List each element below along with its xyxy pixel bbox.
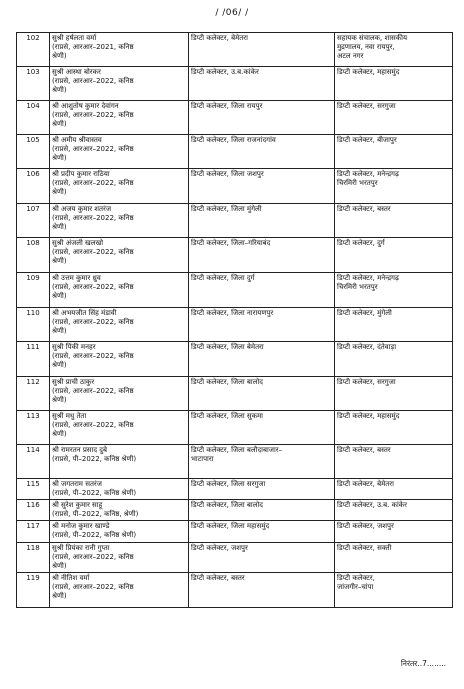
officer-name-cell [50,308,189,342]
current-post-cell-line: डिप्टी कलेक्टर, जिला बालोद [191,378,263,386]
officer-name-cell [50,572,189,607]
current-post-cell [189,238,335,273]
current-post-cell [189,411,335,445]
current-post-cell-line: डिप्टी कलेक्टर, जिला बलौदाबाजार– [191,446,283,454]
officer-name-cell-line: (राप्रसे, आरआर–2022, कनिष्ठ [52,387,134,396]
new-post-cell-line: जांजगीर–चांपा [337,582,374,591]
serial-number: 109 [17,273,50,308]
new-post-cell-line: मुद्रणालय, नवा रायपुर, [337,43,395,52]
officer-name-cell-line: श्रेणी) [52,292,67,301]
current-post-cell-line: डिप्टी कलेक्टर, जिला रायपुर [191,102,263,110]
continued-footer: निरंतर..7........ [400,659,446,668]
current-post-cell-line: डिप्टी कलेक्टर, बेमेतरा [191,34,248,42]
officer-name-cell-line: (राप्रसे, आरआर–2022, कनिष्ठ [52,421,134,430]
officer-name-cell-line: श्रेणी) [52,561,67,570]
officer-name-cell-line: (राप्रसे, आरआर–2022, कनिष्ठ [52,352,134,361]
officer-name-cell-line: (राप्रसे, पी–2022, कनिष्ठ श्रेणी) [52,489,137,498]
current-post-cell-line: डिप्टी कलेक्टर, जिला सरगुजा [191,480,266,488]
officer-name-cell [50,542,189,572]
current-post-cell [189,169,335,204]
new-post-cell [335,67,453,101]
serial-number: 113 [17,411,50,445]
officer-name-cell-line: सुश्री पिंकी मनहर [52,343,96,351]
officer-name-cell-line: श्री मनोज कुमार खाण्डे [52,522,110,531]
serial-number: 114 [17,445,50,479]
new-post-cell [335,521,453,542]
new-post-cell [335,169,453,204]
current-post-cell-line: डिप्टी कलेक्टर, जिला जशपुर [191,170,264,178]
officer-name-cell-line: श्रेणी) [52,257,67,266]
serial-number: 108 [17,238,50,273]
serial-number: 111 [17,342,50,377]
serial-number: 104 [17,101,50,135]
officer-name-cell-line: (राप्रसे, आरआर–2022, कनिष्ठ [52,179,134,188]
officer-name-cell-line: (राप्रसे, आरआर–2022, कनिष्ठ [52,111,134,120]
new-post-cell-line: डिप्टी कलेक्टर, सरगुजा [337,378,396,386]
table-row [17,169,453,204]
table-row [17,342,453,377]
current-post-cell-line: डिप्टी कलेक्टर, जिला राजनांदगांव [191,136,276,144]
officer-name-cell-line: श्री सुरेश कुमार साहू [52,501,103,510]
table-row [17,521,453,542]
new-post-cell [335,377,453,411]
officer-name-cell [50,204,189,238]
new-post-cell [335,33,453,67]
officer-name-cell-line: सुश्री मधु तेता [52,412,87,420]
officer-name-cell-line: श्रेणी) [52,592,67,601]
current-post-cell-line: डिप्टी कलेक्टर, जिला नारायणपुर [191,309,274,317]
table-row [17,204,453,238]
new-post-cell-line: डिप्टी कलेक्टर, मनेन्द्रगढ़ [337,274,399,282]
current-post-cell [189,308,335,342]
current-post-cell [189,101,335,135]
officer-name-cell [50,67,189,101]
new-post-cell-line: डिप्टी कलेक्टर, सक्ती [337,543,392,552]
table-row [17,542,453,572]
officer-name-cell-line: श्री उत्तम कुमार ध्रुव [52,274,101,282]
table-row [17,135,453,169]
new-post-cell [335,135,453,169]
new-post-cell [335,479,453,500]
table-row [17,411,453,445]
current-post-cell [189,67,335,101]
officer-name-cell-line: श्रेणी) [52,120,67,129]
table-row [17,377,453,411]
new-post-cell-line: डिप्टी कलेक्टर, बेमेतरा [337,480,394,488]
serial-number: 102 [17,33,50,67]
officer-name-cell-line: श्रेणी) [52,361,67,370]
new-post-cell-line: चिरमिरी भरतपुर [337,283,378,292]
current-post-cell-line: डिप्टी कलेक्टर, जिला–गरियाबंद [191,239,271,247]
officer-name-cell-line: (राप्रसे, पी–2022, कनिष्ठ श्रेणी) [52,455,137,464]
new-post-cell [335,572,453,607]
page-number-header: / /06/ / [215,8,249,18]
serial-number: 110 [17,308,50,342]
current-post-cell [189,377,335,411]
serial-number: 116 [17,500,50,521]
table-row [17,273,453,308]
new-post-cell-line: डिप्टी कलेक्टर, जशपुर [337,522,394,531]
serial-number: 119 [17,572,50,607]
officer-name-cell-line: श्रेणी) [52,430,67,439]
new-post-cell-line: डिप्टी कलेक्टर, दंतेवाड़ा [337,343,397,351]
officer-name-cell-line: श्री अजय कुमार शतरंज [52,205,112,213]
officer-name-cell [50,33,189,67]
officer-name-cell-line: (राप्रसे, आरआर–2022, कनिष्ठ [52,145,134,154]
officer-name-cell-line: (राप्रसे, आरआर–2022, कनिष्ठ [52,582,134,591]
current-post-cell [189,33,335,67]
table-row [17,445,453,479]
new-post-cell [335,101,453,135]
current-post-cell-line: डिप्टी कलेक्टर, जिला दुर्ग [191,274,255,282]
current-post-cell [189,342,335,377]
new-post-cell-line: डिप्टी कलेक्टर, बीजापुर [337,136,397,144]
serial-number: 118 [17,542,50,572]
new-post-cell [335,308,453,342]
current-post-cell [189,500,335,521]
new-post-cell-line: डिप्टी कलेक्टर, [337,573,375,582]
officer-name-cell-line: श्री प्रदीप कुमार राठिया [52,170,110,178]
new-post-cell [335,445,453,479]
new-post-cell-line: डिप्टी कलेक्टर, बस्तर [337,205,391,213]
serial-number: 117 [17,521,50,542]
table-row [17,33,453,67]
officer-name-cell [50,273,189,308]
current-post-cell-line: डिप्टी कलेक्टर, जिला महासमुंद [191,522,270,531]
officer-name-cell-line: सुश्री प्रियंका रानी गुप्ता [52,543,110,552]
officer-name-cell-line: सुश्री अंजली खलखो [52,239,104,247]
table-row [17,500,453,521]
officer-name-cell [50,479,189,500]
officer-name-cell-line: श्रेणी) [52,154,67,163]
new-post-cell [335,542,453,572]
new-post-cell-line: डिप्टी कलेक्टर, महासमुंद [337,412,400,420]
officer-name-cell-line: (राप्रसे, आरआर–2022, कनिष्ठ [52,214,134,223]
officer-name-cell [50,169,189,204]
current-post-cell-line: भाटापारा [191,455,214,464]
new-post-cell-line: डिप्टी कलेक्टर, बस्तर [337,446,391,454]
new-post-cell-line: डिप्टी कलेक्टर, उ.ब. कांकेर [337,501,408,510]
current-post-cell [189,445,335,479]
current-post-cell-line: डिप्टी कलेक्टर, जिला बालोद [191,501,263,510]
officer-name-cell-line: श्री रामरतन प्रसाद दुबे [52,446,108,454]
officer-name-cell-line: श्रेणी) [52,188,67,197]
officer-name-cell [50,135,189,169]
officer-name-cell [50,377,189,411]
officer-name-cell [50,411,189,445]
new-post-cell-line: सहायक संचालक, शासकीय [337,34,408,42]
current-post-cell [189,273,335,308]
table-row [17,572,453,607]
officer-name-cell-line: सुश्री हर्षलता वर्मा [52,34,97,42]
officer-name-cell-line: श्रेणी) [52,327,67,336]
new-post-cell-line: डिप्टी कलेक्टर, महासमुंद [337,68,400,76]
new-post-cell-line: डिप्टी कलेक्टर, मनेन्द्रगढ़ [337,170,399,178]
officer-name-cell-line: श्री अभयजीत सिंह मंडावी [52,309,117,317]
table-row [17,308,453,342]
current-post-cell-line: डिप्टी कलेक्टर, जशपुर [191,543,248,552]
officer-name-cell [50,521,189,542]
officer-name-cell-line: (राप्रसे, आरआर–2021, कनिष्ठ [52,43,134,52]
table-row [17,67,453,101]
officer-name-cell-line: (राप्रसे, आरआर–2022, कनिष्ठ [52,248,134,257]
officer-name-cell-line: श्री आशुतोष कुमार देवांगन [52,102,119,110]
serial-number: 115 [17,479,50,500]
officer-name-cell-line: (राप्रसे, आरआर–2022, कनिष्ठ [52,283,134,292]
new-post-cell [335,204,453,238]
new-post-cell-line: डिप्टी कलेक्टर, मुंगेली [337,309,392,317]
table-row [17,479,453,500]
new-post-cell [335,273,453,308]
current-post-cell [189,542,335,572]
new-post-cell [335,411,453,445]
table-row [17,101,453,135]
officer-name-cell-line: श्री जगतराम सतरंज [52,480,102,488]
officer-name-cell-line: श्री नीतिश वर्मा [52,573,90,582]
new-post-cell [335,238,453,273]
transfer-table [16,32,453,608]
table-row [17,238,453,273]
new-post-cell-line: डिप्टी कलेक्टर, दुर्ग [337,239,385,247]
officer-name-cell-line: (राप्रसे, आरआर–2022, कनिष्ठ [52,77,134,86]
new-post-cell-line: डिप्टी कलेक्टर, सरगुजा [337,102,396,110]
current-post-cell [189,572,335,607]
serial-number: 112 [17,377,50,411]
officer-name-cell-line: श्री अमीय श्रीवास्तव [52,136,102,144]
serial-number: 103 [17,67,50,101]
officer-name-cell-line: सुश्री प्राची ठाकुर [52,378,95,386]
officer-name-cell-line: (राप्रसे, आरआर–2022, कनिष्ठ [52,552,134,561]
current-post-cell-line: डिप्टी कलेक्टर, बस्तर [191,573,245,582]
new-post-cell [335,342,453,377]
new-post-cell [335,500,453,521]
new-post-cell-line: चिरमिरी भरतपुर [337,179,378,188]
current-post-cell-line: डिप्टी कलेक्टर, जिला बेमेतरा [191,343,264,351]
serial-number: 107 [17,204,50,238]
officer-name-cell-line: (राप्रसे, पी–2022, कनिष्ठ, श्रेणी) [52,510,139,519]
officer-name-cell [50,342,189,377]
officer-name-cell-line: श्रेणी) [52,396,67,405]
current-post-cell [189,204,335,238]
officer-name-cell-line: श्रेणी) [52,52,67,61]
officer-name-cell-line: (राप्रसे, पी–2022, कनिष्ठ श्रेणी) [52,531,137,540]
officer-name-cell-line: श्रेणी) [52,86,67,95]
officer-name-cell-line: श्रेणी) [52,223,67,232]
serial-number: 106 [17,169,50,204]
serial-number: 105 [17,135,50,169]
officer-name-cell [50,238,189,273]
current-post-cell [189,479,335,500]
current-post-cell-line: डिप्टी कलेक्टर, जिला मुंगेली [191,205,262,213]
new-post-cell-line: अटल नगर [337,52,364,61]
officer-name-cell [50,101,189,135]
current-post-cell-line: डिप्टी कलेक्टर, जिला सुकमा [191,412,263,420]
officer-name-cell [50,500,189,521]
current-post-cell-line: डिप्टी कलेक्टर, उ.ब.कांकेर [191,68,259,76]
officer-name-cell-line: सुश्री आस्था बोरकर [52,68,101,76]
officer-name-cell [50,445,189,479]
current-post-cell [189,521,335,542]
current-post-cell [189,135,335,169]
officer-name-cell-line: (राप्रसे, आरआर–2022, कनिष्ठ [52,318,134,327]
